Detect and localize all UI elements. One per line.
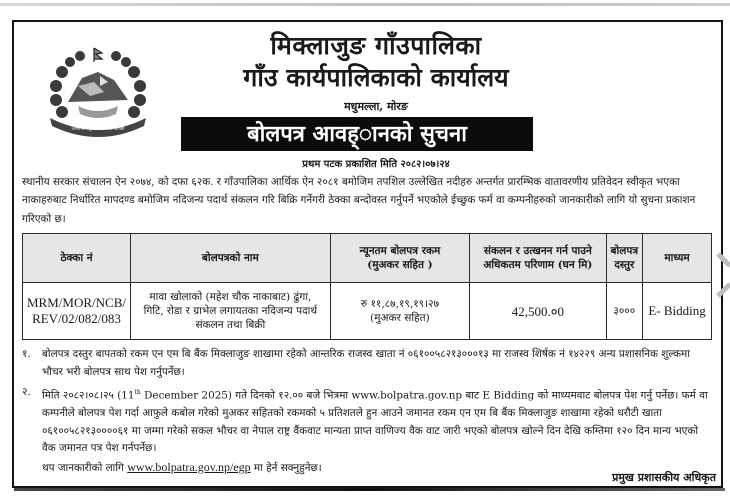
cell-min-amount [330,283,469,340]
table-header-row [23,234,712,283]
egp-link[interactable]: www.bolpatra.gov.np/egp [127,460,251,474]
note-text-part-a: मिति २०८२।०८।२५ (11 [42,389,135,402]
bid-name-line2: गिटि, रोडा र ग्राभेल लगायतका नदिजन्य पदार्थ [143,305,318,317]
notes-list [22,346,714,458]
note-text: बोलपत्र दस्तुर बापतको रकम एन एम बि बैंक मिक्लाजुङ शाखामा रहेको आन्तरिक राजस्व खाता नं ०६१००५८२१३०००१३ मा राजस्व शिर्षक नं १४२२९ अन्य प्रशासनिक शुल्कमा भौचर भरी बोलपत्र साथ पेश गर्नुपर्नेछ। [42,348,690,378]
page-top-edge [0,3,730,6]
cell-bid-name [130,283,330,340]
bid-table [22,233,712,340]
frame-shadow [14,488,725,491]
chevron-right-lower-icon[interactable] [716,270,730,298]
cell-contract-no [23,283,131,340]
more-info [42,460,322,475]
bid-name-line3: संकलन तथा बिक्री [195,319,266,331]
more-info-prefix: थप जानकारीको लागि [42,462,128,474]
signer-title: प्रमुख प्रशासकीय अधिकृत [612,471,716,484]
table-row [23,283,712,340]
header-max-qty-line1: संकलन र उत्खनन गर्न पाउने [483,245,592,257]
intro-paragraph: स्थानीय सरकार संचालन ऐन २०७४, को दफा ६२क. र गाँउपालिका आर्थिक ऐन २०८१ बमोजिम तपशिल उल्लेखित नदीहरु अन्तर्गत प्रारम्भिक वातावरणीय प्रतिवेदन स्वीकृत भएका नाकाहरुबाट निर्धारित मापदण्ड बमोजिम नदिजन्य पदार्थ संकलन गरि बिक्रि गर्नेगरी ठेक्का बन्दोवस्त गर्नुपर्ने भएकोले ईच्छुक फर्म वा कम्पनीहरुको जानकारीको लागि यो सुचना प्रकाशन गरिएको छ। [22,176,696,225]
cell-medium: E- Bidding [643,283,712,340]
note-text [42,384,714,458]
office-title: मिक्लाजुङ गाँउपालिका [270,31,482,60]
contract-no-line1: MRM/MOR/NCB/ [27,295,126,310]
header-min-amount [330,234,469,283]
note-item [22,346,714,381]
published-date: प्रथम पटक प्रकाशित मिति २०८२।०७।२४ [302,159,450,170]
more-info-suffix: मा हेर्न सक्नुहुनेछ। [250,462,322,474]
office-address: मधुमल्ला, मोरङ [344,100,408,113]
note-number: १. [22,348,31,360]
header-max-qty-line2: अधिकतम परिणाम (घन मि) [483,259,593,271]
office-subtitle: गाँउ कार्यपालिकाको कार्यालय [243,63,509,92]
notice-banner: बोलपत्र आवह्ानको सुचना [181,117,533,151]
cell-fee: ३००० [606,283,643,340]
contract-no-line2: REV/02/082/083 [32,311,121,326]
note-number: २. [22,386,31,399]
header-fee [606,234,643,283]
header-bid-name: बोलपत्रको नाम [130,234,330,283]
header-min-amount-line1: न्यूनतम बोलपत्र रकम [359,245,441,257]
note-text-part-b: December 2025) गते दिनको १२.०० बजे भित्रमा www.bolpatra.gov.np बाट E Bidding को माध्यमवाट बोलपत्र पेश गर्नु पर्नेछ। फर्म वा कम्पनीले बोलपत्र पेश गर्दा आफुले कबोल गरेको मुअकर सहितको रकमको ५ प्रतिशतले हुन आउने जमानत रकम एन एम बि बैंक मिक्लाजुङ शाखामा रहेको धरौटी खाता ०६१००५८२१३००००६१ मा जम्मा गरेको सकल भौचर वा नेपाल राष्ट्र वैंकवाट मान्यता प्राप्त वाणिज्य वैक वाट जारी भएको बोलपत्र खोल्ने दिन देखि कम्तिमा १२० दिन मान्य भएको वैक जमानत पत्र पेश गर्नपर्नेछ। [42,389,708,455]
header-contract-no: ठेक्का नं [23,234,131,283]
note-item [22,384,714,458]
emblem-motto: जननी जन्मभूमिश्च स्वर्गादपि गरीयसी [71,126,125,131]
header-fee-line2: दस्तुर [614,259,635,271]
header-medium: माध्यम [643,234,712,283]
min-amount-note: (मुअकर सहित) [370,312,430,324]
min-amount-value: रु ११,८७,१९,१९।२७ [360,298,440,310]
cell-max-qty: 42,500.०0 [470,283,606,340]
note-text-superscript: th [134,389,141,397]
bid-name-line1: मावा खोलाको (महेश चौक नाकाबाट) ढुंगा, [149,291,312,303]
header-min-amount-line2: (मुअकर सहित ) [367,259,433,271]
header-max-qty [470,234,606,283]
header-fee-line1: बोलपत्र [610,245,639,257]
